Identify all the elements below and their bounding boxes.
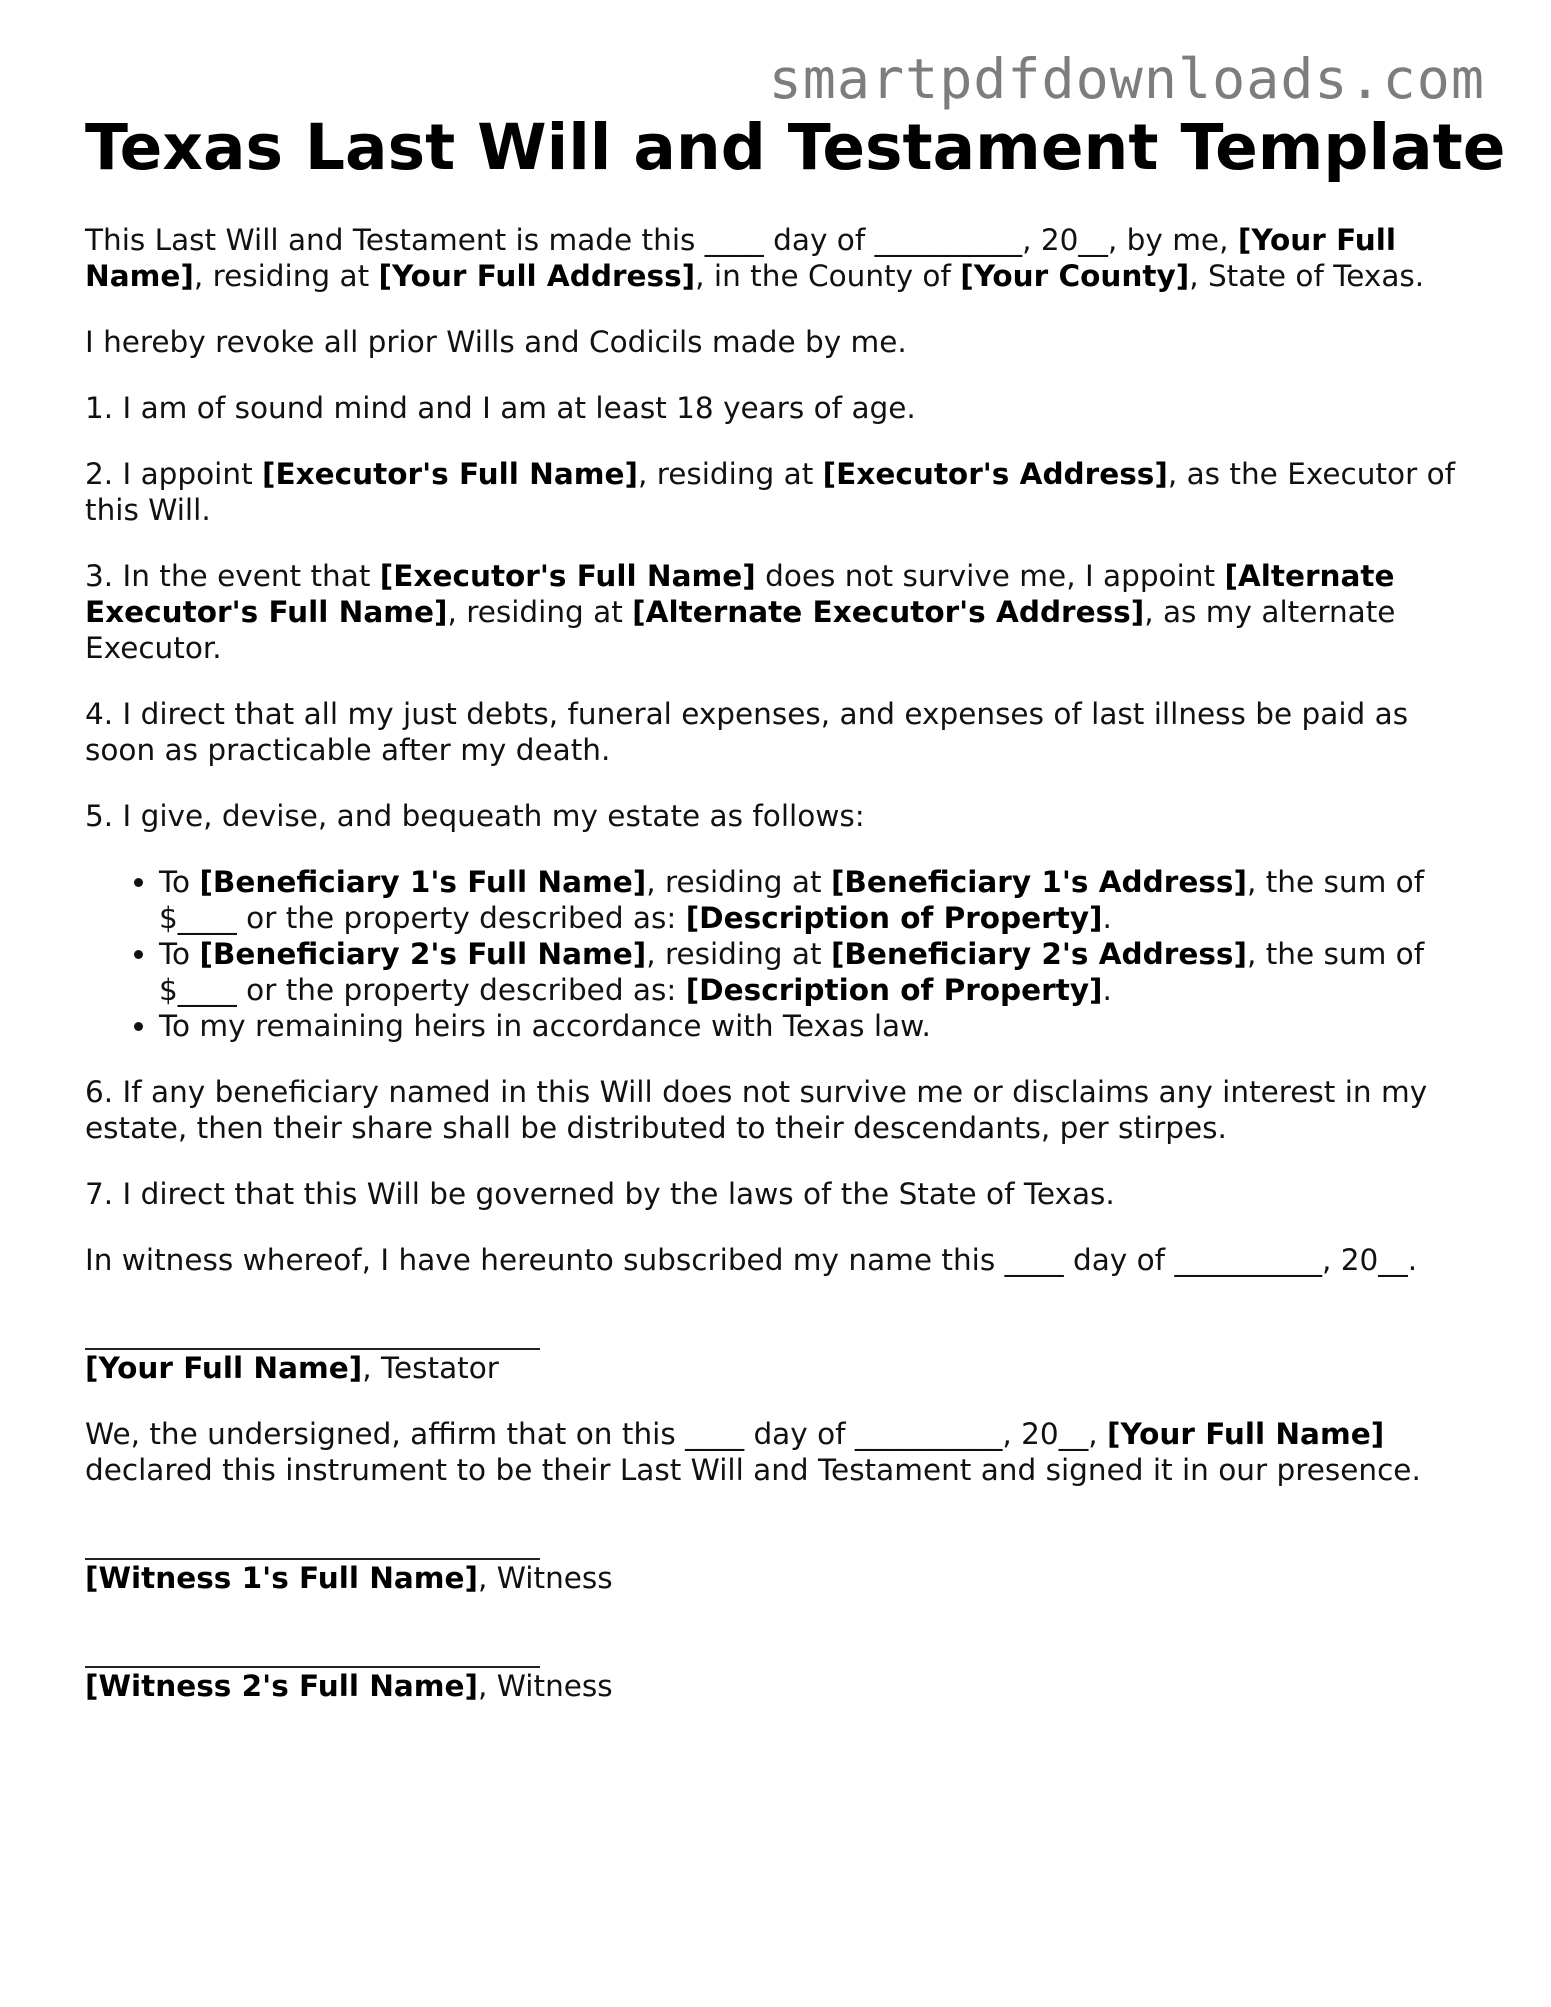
testator-signature-block bbox=[85, 1314, 1470, 1386]
bequest-1-text-1: To bbox=[159, 865, 200, 899]
bequest-2-text-3: , the sum of $____ or the property described as: bbox=[159, 937, 1425, 1007]
beneficiary-2-address-placeholder: [Beneficiary 2's Address] bbox=[830, 937, 1247, 971]
clause-3-text-1: 3. In the event that bbox=[85, 559, 380, 593]
clause-5: 5. I give, devise, and bequeath my estate as follows: bbox=[85, 799, 865, 833]
list-item bbox=[159, 1008, 1470, 1044]
witness-1-role: , Witness bbox=[478, 1561, 613, 1595]
alternate-executor-address-placeholder: [Alternate Executor's Address] bbox=[632, 595, 1145, 629]
executor-name-placeholder: [Executor's Full Name] bbox=[379, 559, 756, 593]
intro-paragraph bbox=[85, 222, 1470, 294]
clause-2 bbox=[85, 456, 1470, 528]
beneficiary-2-name-placeholder: [Beneficiary 2's Full Name] bbox=[199, 937, 647, 971]
document-page bbox=[85, 108, 1506, 1734]
clause-1: 1. I am of sound mind and I am at least 18 years of age. bbox=[85, 391, 916, 425]
affirm-text-2: declared this instrument to be their Last Will and Testament and signed it in our presence. bbox=[85, 1453, 1421, 1487]
testator-name-placeholder: [Your Full Name] bbox=[1106, 1417, 1385, 1451]
witness-2-signature-line bbox=[85, 1632, 540, 1668]
list-item bbox=[159, 864, 1470, 936]
executor-address-placeholder: [Executor's Address] bbox=[822, 457, 1168, 491]
revocation-paragraph: I hereby revoke all prior Wills and Codicils made by me. bbox=[85, 325, 907, 359]
bequest-2-text-4: . bbox=[1102, 973, 1112, 1007]
clause-2-text-3: , as the Executor of this Will. bbox=[85, 457, 1456, 527]
testator-signature-line bbox=[85, 1314, 540, 1350]
testator-caption bbox=[85, 1350, 1470, 1386]
intro-text-3: , in the County of bbox=[695, 259, 961, 293]
beneficiary-1-name-placeholder: [Beneficiary 1's Full Name] bbox=[199, 865, 647, 899]
testator-name-placeholder: [Your Full Name] bbox=[85, 223, 1396, 293]
affirmation-paragraph bbox=[85, 1416, 1470, 1488]
property-description-placeholder: [Description of Property] bbox=[685, 901, 1103, 935]
witness-1-signature-block bbox=[85, 1524, 1470, 1596]
bequest-2-text-1: To bbox=[159, 937, 200, 971]
bequest-1-text-4: . bbox=[1102, 901, 1112, 935]
bequest-1-text-3: , the sum of $____ or the property described as: bbox=[159, 865, 1425, 935]
witness-1-caption bbox=[85, 1560, 1470, 1596]
clause-3-text-3: , residing at bbox=[447, 595, 633, 629]
county-placeholder: [Your County] bbox=[960, 259, 1190, 293]
testator-role: , Testator bbox=[362, 1351, 499, 1385]
intro-text-1: This Last Will and Testament is made this ____ day of __________, 20__, by me, bbox=[85, 223, 1238, 257]
beneficiary-1-address-placeholder: [Beneficiary 1's Address] bbox=[830, 865, 1247, 899]
bequest-1-text-2: , residing at bbox=[646, 865, 831, 899]
page-title: Texas Last Will and Testament Template bbox=[85, 111, 1506, 184]
intro-text-4: , State of Texas. bbox=[1189, 259, 1425, 293]
clause-2-text-2: , residing at bbox=[637, 457, 823, 491]
bequest-list bbox=[85, 864, 1470, 1044]
clause-7: 7. I direct that this Will be governed by the laws of the State of Texas. bbox=[85, 1177, 1115, 1211]
clause-6: 6. If any beneficiary named in this Will does not survive me or disclaims any interest in my estate, then their share shall be distributed to their descendants, per stirpes. bbox=[85, 1075, 1428, 1145]
witness-2-name-placeholder: [Witness 2's Full Name] bbox=[85, 1669, 479, 1703]
witness-2-role: , Witness bbox=[478, 1669, 613, 1703]
watermark: smartpdfdownloads.com bbox=[768, 47, 1485, 111]
list-item bbox=[159, 936, 1470, 1008]
witness-1-name-placeholder: [Witness 1's Full Name] bbox=[85, 1561, 479, 1595]
testator-address-placeholder: [Your Full Address] bbox=[378, 259, 696, 293]
bequest-3-text: To my remaining heirs in accordance with Texas law. bbox=[159, 1009, 931, 1043]
intro-text-2: , residing at bbox=[193, 259, 379, 293]
clause-3 bbox=[85, 558, 1470, 666]
witness-whereof-paragraph: In witness whereof, I have hereunto subscribed my name this ____ day of __________, 20__. bbox=[85, 1243, 1418, 1277]
witness-2-signature-block bbox=[85, 1632, 1470, 1704]
witness-2-caption bbox=[85, 1668, 1470, 1704]
property-description-placeholder: [Description of Property] bbox=[685, 973, 1103, 1007]
testator-name-placeholder: [Your Full Name] bbox=[85, 1351, 363, 1385]
affirm-text-1: We, the undersigned, affirm that on this ____ day of __________, 20__, bbox=[85, 1417, 1107, 1451]
witness-1-signature-line bbox=[85, 1524, 540, 1560]
clause-4: 4. I direct that all my just debts, funeral expenses, and expenses of last illness be paid as soon as practicable after my death. bbox=[85, 697, 1409, 767]
clause-3-text-2: does not survive me, I appoint bbox=[755, 559, 1225, 593]
clause-2-text-1: 2. I appoint bbox=[85, 457, 263, 491]
bequest-2-text-2: , residing at bbox=[646, 937, 831, 971]
clause-3-text-4: , as my alternate Executor. bbox=[85, 595, 1396, 665]
executor-name-placeholder: [Executor's Full Name] bbox=[262, 457, 638, 491]
alternate-executor-name-placeholder: [Alternate Executor's Full Name] bbox=[85, 559, 1395, 629]
